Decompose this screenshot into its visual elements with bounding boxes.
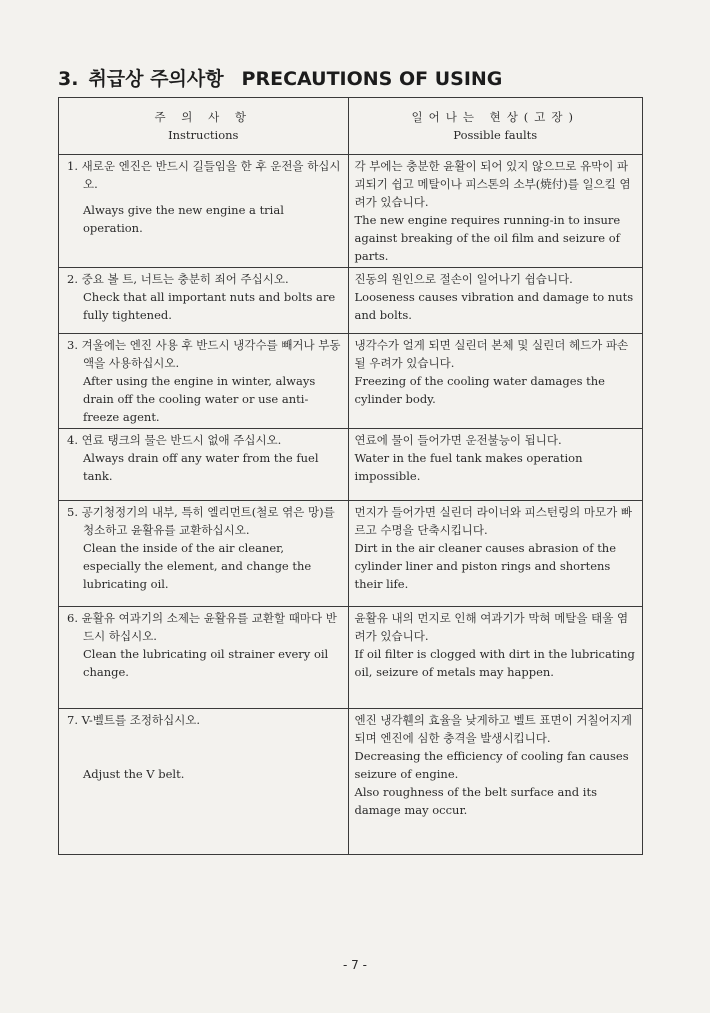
instruction-korean: 공기청정기의 내부, 특히 엘리먼트(철로 엮은 망)를 청소하고 윤활유를 교환하십시오.	[81, 505, 335, 537]
table-row	[59, 429, 643, 501]
table-row	[59, 607, 643, 709]
instruction-cell	[59, 607, 349, 709]
fault-english: If oil filter is clogged with dirt in the lubricating oil, seizure of metals may happen.	[354, 647, 635, 679]
instruction-english: Always give the new engine a trial operation.	[83, 203, 284, 235]
instructions-header	[59, 98, 349, 155]
section-title-english: PRECAUTIONS OF USING	[241, 68, 503, 90]
fault-korean: 먼지가 들어가면 실린더 라이너와 피스턴링의 마모가 빠르고 수명을 단축시킵니다.	[354, 505, 632, 537]
row-number: 4.	[67, 433, 78, 447]
fault-english: Looseness causes vibration and damage to nuts and bolts.	[354, 290, 634, 322]
fault-korean: 각 부에는 충분한 윤활이 되어 있지 않으므로 유막이 파괴되기 쉽고 메탈이나 피스톤의 소부(焼付)를 일으킬 염려가 있습니다.	[354, 159, 631, 209]
precautions-table	[58, 97, 643, 855]
instruction-cell	[59, 501, 349, 607]
instruction-korean: 겨울에는 엔진 사용 후 반드시 냉각수를 빼거나 부동액을 사용하십시오.	[81, 338, 341, 370]
fault-english: Decreasing the efficiency of cooling fan causes seizure of engine.	[354, 749, 629, 781]
row-number: 5.	[67, 505, 78, 519]
faults-header-korean: 일어나는 현상(고장)	[411, 110, 579, 124]
instruction-english: After using the engine in winter, always drain off the cooling water or use anti-freeze agent.	[83, 374, 316, 424]
fault-cell	[348, 334, 642, 429]
fault-korean: 윤활유 내의 먼지로 인해 여과기가 막혀 메탈을 태울 염려가 있습니다.	[354, 611, 629, 643]
faults-header-english: Possible faults	[453, 128, 538, 142]
section-title-korean: 취급상 주의사항	[88, 68, 224, 90]
fault-cell	[348, 501, 642, 607]
table-header-row	[59, 98, 643, 155]
instruction-english: Adjust the V belt.	[83, 767, 185, 781]
instructions-header-korean: 주 의 사 항	[154, 110, 252, 124]
fault-english: Water in the fuel tank makes operation impossible.	[354, 451, 583, 483]
instruction-korean: 새로운 엔진은 반드시 길들임을 한 후 운전을 하십시오.	[81, 159, 341, 191]
fault-cell	[348, 709, 642, 855]
instruction-english: Check that all important nuts and bolts are fully tightened.	[83, 290, 336, 322]
row-number: 2.	[67, 272, 78, 286]
fault-english-2: Also roughness of the belt surface and its damage may occur.	[354, 785, 597, 817]
fault-korean: 연료에 물이 들어가면 운전불능이 됩니다.	[354, 433, 562, 447]
instructions-header-english: Instructions	[168, 128, 239, 142]
fault-cell	[348, 429, 642, 501]
instruction-cell	[59, 429, 349, 501]
fault-korean: 엔진 냉각휀의 효율을 낮게하고 벨트 표면이 거칠어지게 되며 엔진에 심한 충격을 발생시킵니다.	[354, 713, 632, 745]
page-number: - 7 -	[343, 958, 367, 972]
instruction-korean: 윤활유 여과기의 소제는 윤활유를 교환할 때마다 반드시 하십시오.	[81, 611, 337, 643]
instruction-cell	[59, 268, 349, 334]
table-row	[59, 709, 643, 855]
fault-english: The new engine requires running-in to insure against breaking of the oil film and seizure of parts.	[354, 213, 621, 263]
table-row	[59, 155, 643, 268]
row-number: 3.	[67, 338, 78, 352]
instruction-korean: V-벨트를 조정하십시오.	[81, 713, 201, 727]
instruction-english: Always drain off any water from the fuel tank.	[83, 451, 319, 483]
faults-header	[348, 98, 642, 155]
section-number: 3.	[58, 68, 79, 90]
fault-cell	[348, 268, 642, 334]
fault-korean: 진동의 원인으로 절손이 일어나기 쉽습니다.	[354, 272, 573, 286]
row-number: 1.	[67, 159, 78, 173]
instruction-english: Clean the inside of the air cleaner, especially the element, and change the lubricating oil.	[83, 541, 312, 591]
section-heading	[58, 64, 502, 91]
table-row	[59, 334, 643, 429]
instruction-korean: 중요 볼 트, 너트는 충분히 죄어 주십시오.	[81, 272, 289, 286]
table-row	[59, 501, 643, 607]
fault-cell	[348, 607, 642, 709]
instruction-cell	[59, 709, 349, 855]
instruction-cell	[59, 334, 349, 429]
instruction-cell	[59, 155, 349, 268]
fault-english: Dirt in the air cleaner causes abrasion of the cylinder liner and piston rings and shortens their life.	[354, 541, 617, 591]
instruction-korean: 연료 탱크의 물은 반드시 없애 주십시오.	[81, 433, 282, 447]
fault-cell	[348, 155, 642, 268]
row-number: 6.	[67, 611, 78, 625]
row-number: 7.	[67, 713, 78, 727]
fault-english: Freezing of the cooling water damages the cylinder body.	[354, 374, 605, 406]
fault-korean: 냉각수가 얼게 되면 실린더 본체 및 실린더 헤드가 파손될 우려가 있습니다.	[354, 338, 629, 370]
instruction-english: Clean the lubricating oil strainer every oil change.	[83, 647, 329, 679]
table-row	[59, 268, 643, 334]
